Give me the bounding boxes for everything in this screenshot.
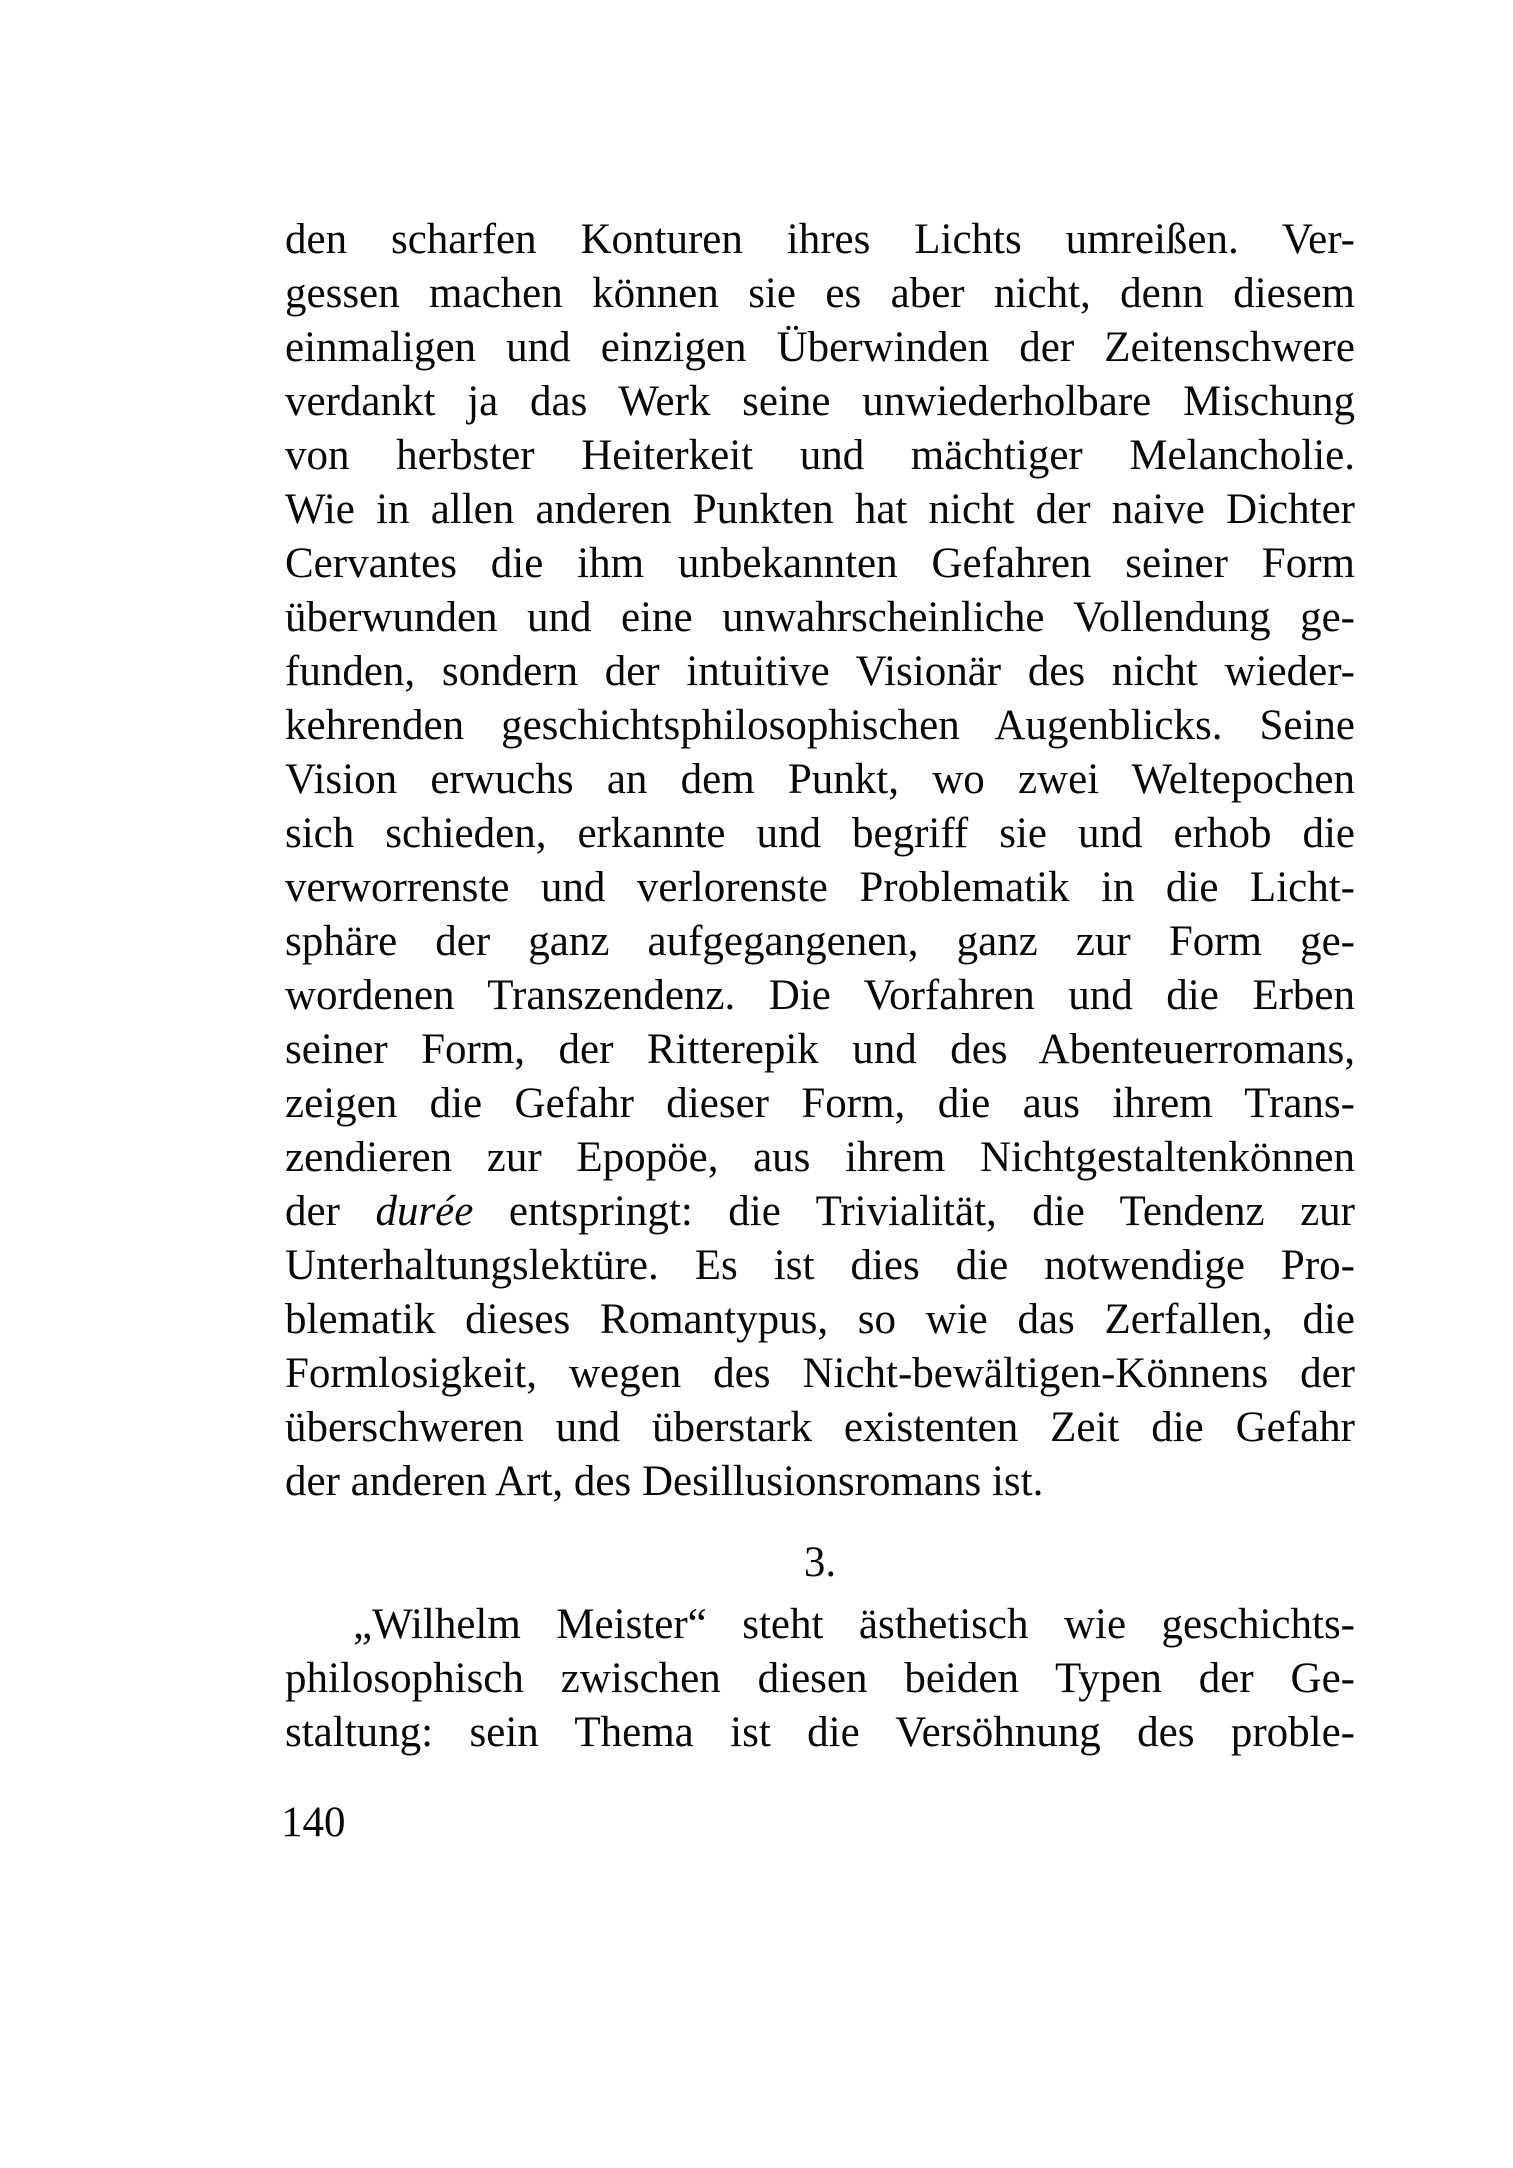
text-line: philosophisch zwischen diesen beiden Typen der Ge- xyxy=(285,1655,1355,1702)
text-line: von herbster Heiterkeit und mächtiger Melancholie. xyxy=(285,432,1355,479)
text-fragment: der xyxy=(285,1188,376,1235)
section-heading: 3. xyxy=(803,1539,837,1586)
text-line: „Wilhelm Meister“ steht ästhetisch wie geschichts- xyxy=(353,1601,1355,1648)
text-fragment: entspringt: die Trivialität, die Tendenz zur xyxy=(473,1188,1356,1235)
text-block xyxy=(285,213,1355,1760)
text-line: Unterhaltungslektüre. Es ist dies die notwendige Pro- xyxy=(285,1242,1355,1289)
text-line: blematik dieses Romantypus, so wie das Zerfallen, die xyxy=(285,1296,1355,1343)
text-line: zeigen die Gefahr dieser Form, die aus ihrem Trans- xyxy=(285,1080,1355,1127)
text-line: sphäre der ganz aufgegangenen, ganz zur Form ge- xyxy=(285,918,1355,965)
text-line: der anderen Art, des Desillusionsromans ist. xyxy=(285,1458,1044,1505)
text-line xyxy=(285,1185,1355,1239)
body-paragraph xyxy=(285,213,1355,1509)
text-line: den scharfen Konturen ihres Lichts umreißen. Ver- xyxy=(285,216,1355,263)
text-line: Formlosigkeit, wegen des Nicht-bewältigen-Könnens der xyxy=(285,1350,1355,1397)
text-line: verdankt ja das Werk seine unwiederholbare Mischung xyxy=(285,378,1355,425)
text-line: seiner Form, der Ritterepik und des Abenteuerromans, xyxy=(285,1026,1355,1073)
italic-term: durée xyxy=(375,1188,474,1235)
body-paragraph xyxy=(285,1598,1355,1760)
text-line: Cervantes die ihm unbekannten Gefahren seiner Form xyxy=(285,540,1355,587)
text-line: kehrenden geschichtsphilosophischen Augenblicks. Seine xyxy=(285,702,1355,749)
text-line: einmaligen und einzigen Überwinden der Zeitenschwere xyxy=(285,324,1355,371)
text-line: wordenen Transzendenz. Die Vorfahren und die Erben xyxy=(285,972,1355,1019)
text-line: überschweren und überstark existenten Zeit die Gefahr xyxy=(285,1404,1355,1451)
page-number: 140 xyxy=(281,1799,346,1846)
text-line: gessen machen können sie es aber nicht, denn diesem xyxy=(285,270,1355,317)
text-line: sich schieden, erkannte und begriff sie und erhob die xyxy=(285,810,1355,857)
text-line: zendieren zur Epopöe, aus ihrem Nichtgestaltenkönnen xyxy=(285,1134,1355,1181)
text-line: funden, sondern der intuitive Visionär des nicht wieder- xyxy=(285,648,1355,695)
text-line: Wie in allen anderen Punkten hat nicht der naive Dichter xyxy=(285,486,1355,533)
text-line: verworrenste und verlorenste Problematik in die Licht- xyxy=(285,864,1355,911)
text-line: überwunden und eine unwahrscheinliche Vollendung ge- xyxy=(285,594,1355,641)
text-line: staltung: sein Thema ist die Versöhnung des proble- xyxy=(285,1709,1355,1756)
text-line: Vision erwuchs an dem Punkt, wo zwei Weltepochen xyxy=(285,756,1355,803)
